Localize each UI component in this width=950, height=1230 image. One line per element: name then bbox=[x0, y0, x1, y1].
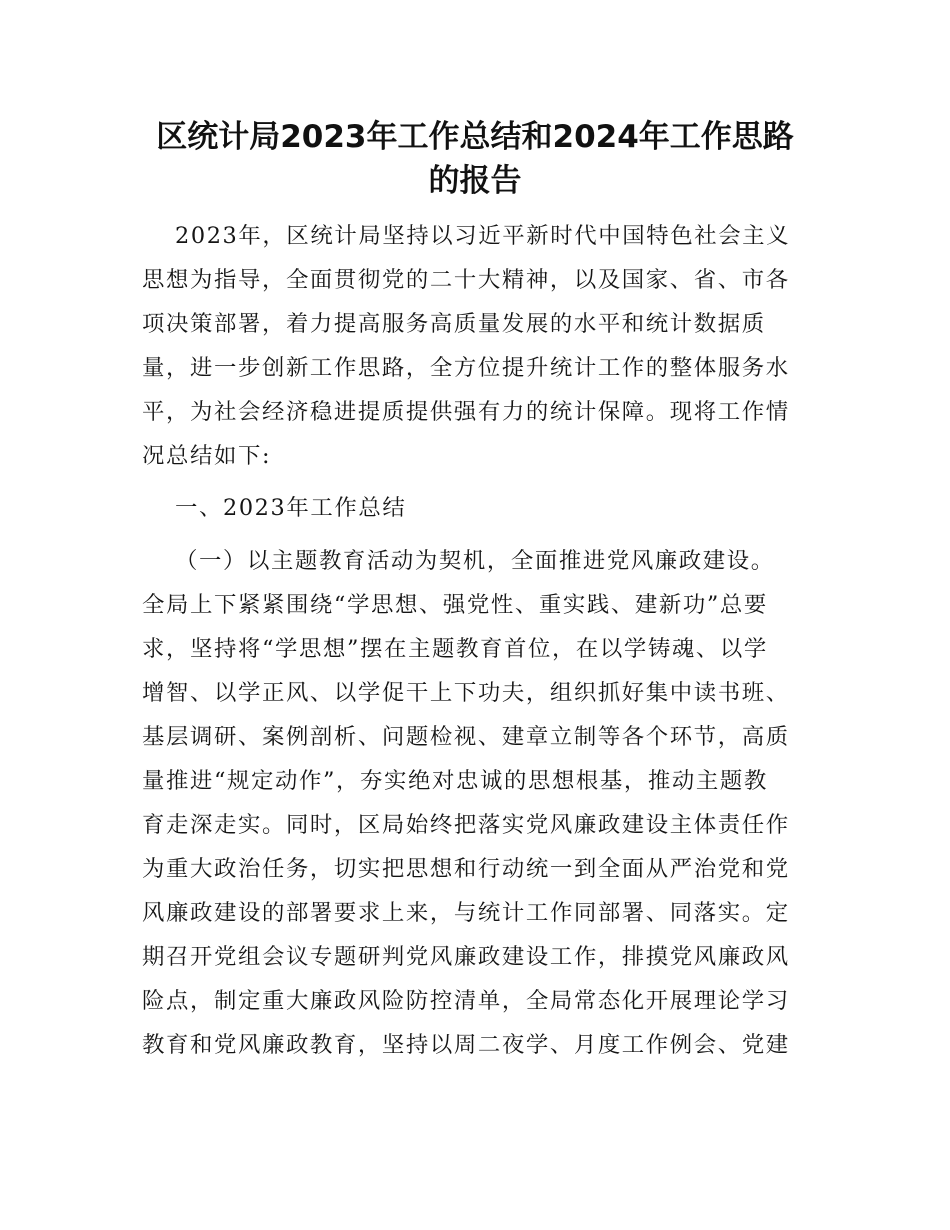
paragraph-line: 风廉政建设的部署要求上来，与统计工作同部署、同落实。定 bbox=[142, 900, 790, 926]
paragraph-line: 期召开党组会议专题研判党风廉政建设工作，排摸党风廉政风 bbox=[142, 944, 790, 970]
document-title-line-1: 区统计局2023年工作总结和2024年工作思路 bbox=[156, 119, 794, 155]
paragraph-line: 为重大政治任务，切实把思想和行动统一到全面从严治党和党 bbox=[142, 856, 790, 882]
paragraph-line: 教育和党风廉政教育，坚持以周二夜学、月度工作例会、党建 bbox=[142, 1032, 790, 1058]
paragraph-line: 思想为指导，全面贯彻党的二十大精神，以及国家、省、市各 bbox=[142, 267, 790, 293]
paragraph-line: 增智、以学正风、以学促干上下功夫，组织抓好集中读书班、 bbox=[142, 680, 790, 706]
paragraph-line: 量推进“规定动作”，夯实绝对忠诚的思想根基，推动主题教 bbox=[142, 768, 768, 794]
paragraph-line: 2023年，区统计局坚持以习近平新时代中国特色社会主义 bbox=[175, 223, 791, 249]
paragraph-line: 险点，制定重大廉政风险防控清单，全局常态化开展理论学习 bbox=[142, 988, 790, 1014]
paragraph-line: 项决策部署，着力提高服务高质量发展的水平和统计数据质 bbox=[142, 311, 766, 337]
section-heading: 一、2023年工作总结 bbox=[175, 495, 407, 521]
paragraph-line: 全局上下紧紧围绕“学思想、强党性、重实践、建新功”总要 bbox=[142, 592, 768, 618]
paragraph-line: 量，进一步创新工作思路，全方位提升统计工作的整体服务水 bbox=[142, 355, 790, 381]
paragraph-line: 基层调研、案例剖析、问题检视、建章立制等各个环节，高质 bbox=[142, 724, 790, 750]
document-title-line-2: 的报告 bbox=[428, 163, 522, 199]
paragraph-line: 况总结如下: bbox=[142, 443, 272, 469]
subsection-heading: （一）以主题教育活动为契机，全面推进党风廉政建设。 bbox=[175, 548, 775, 574]
paragraph-line: 育走深走实。同时，区局始终把落实党风廉政建设主体责任作 bbox=[142, 812, 790, 838]
paragraph-line: 求，坚持将“学思想”摆在主题教育首位，在以学铸魂、以学 bbox=[142, 636, 768, 662]
paragraph-line: 平，为社会经济稳进提质提供强有力的统计保障。现将工作情 bbox=[142, 399, 790, 425]
